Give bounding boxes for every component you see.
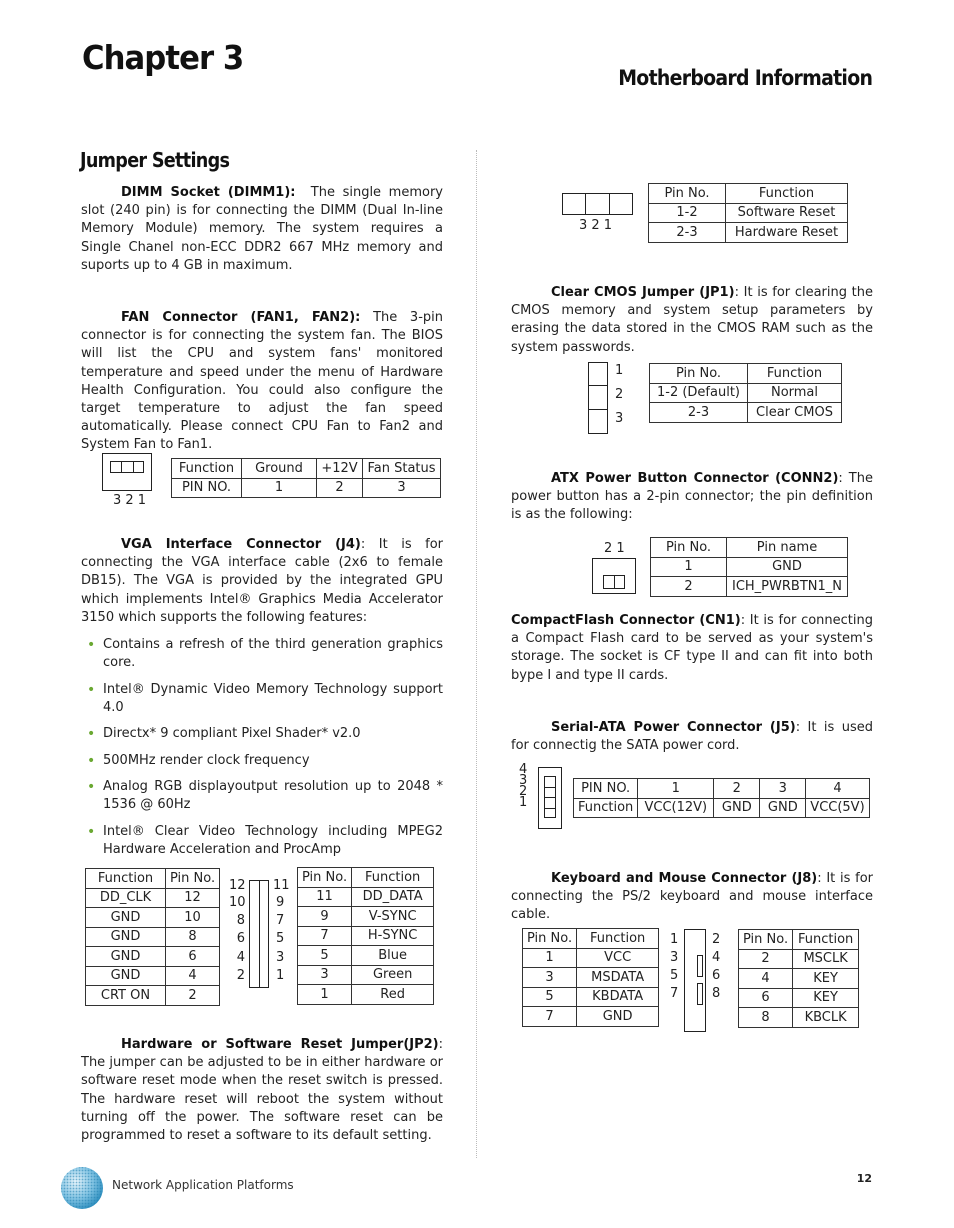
table-cell: Function bbox=[574, 798, 638, 818]
cn1-text: : It is for connecting a Compact Flash card to be served as your system's storage. The socket is CF type II and can fit into both bype I and type II cards. bbox=[511, 613, 873, 683]
jp1-jumper-outline bbox=[588, 362, 608, 434]
table-cell: 10 bbox=[166, 908, 220, 928]
table-cell: 2 bbox=[739, 949, 793, 969]
jp1-paragraph bbox=[511, 284, 873, 357]
table-cell: 5 bbox=[298, 946, 352, 966]
conn2-title: ATX Power Button Connector (CONN2) bbox=[551, 471, 839, 486]
vga-left-table bbox=[85, 868, 220, 1006]
jp2-jumper-outline bbox=[562, 193, 633, 215]
table-cell: Function bbox=[748, 364, 842, 384]
table-cell: 1 bbox=[523, 948, 577, 968]
table-cell: GND bbox=[727, 557, 848, 577]
vga-pin-left: 6 bbox=[236, 931, 245, 946]
vga-right-table bbox=[297, 867, 434, 1005]
table-cell: 2 bbox=[166, 986, 220, 1006]
j5-pin: 2 bbox=[519, 784, 528, 799]
table-row bbox=[298, 887, 434, 907]
table-cell: 6 bbox=[739, 988, 793, 1008]
dimm-title: DIMM Socket (DIMM1): bbox=[121, 185, 296, 200]
j8-key-slot bbox=[697, 983, 703, 1005]
jp1-title: Clear CMOS Jumper (JP1) bbox=[551, 285, 735, 300]
section-heading: Motherboard Information bbox=[618, 66, 872, 90]
jp2-pin-label: 3 2 1 bbox=[579, 218, 613, 233]
dimm-text: The single memory slot (240 pin) is for connecting the DIMM (Dual In-line Memory Module) memory. The system requires a Single Chanel non-ECC DDR2 667 MHz memory and suports up to 4 GB in maximum. bbox=[81, 185, 444, 273]
table-row bbox=[298, 907, 434, 927]
table-cell: 1 bbox=[242, 478, 317, 498]
j5-pin: 1 bbox=[519, 795, 528, 810]
j8-connector-outline bbox=[684, 929, 706, 1032]
table-cell: Hardware Reset bbox=[726, 223, 848, 243]
j5-pin-separator bbox=[544, 787, 556, 788]
table-row bbox=[651, 538, 848, 558]
jp1-text: : It is for clearing the CMOS memory and system setup parameters by erasing the data stored in the CMOS RAM such as the system passwords. bbox=[511, 285, 873, 355]
jp2-pin-separator bbox=[609, 193, 610, 215]
table-cell: GND bbox=[86, 966, 166, 986]
j5-pin: 4 bbox=[519, 762, 528, 777]
conn2-pin-separator bbox=[614, 575, 615, 589]
table-row bbox=[86, 927, 220, 947]
jp1-pin-separator bbox=[588, 385, 608, 386]
table-cell: Pin No. bbox=[298, 868, 352, 888]
j8-pin-left: 1 bbox=[670, 932, 679, 947]
table-cell: +12V bbox=[317, 459, 363, 479]
table-cell: Blue bbox=[352, 946, 434, 966]
vga-feature-list bbox=[87, 636, 443, 867]
vga-text: : It is for connecting the VGA interface cable (2x6 to female DB15). The VGA is provided by the integrated GPU which implements Intel® Graphics Media Accelerator 3150 which supports the following features: bbox=[81, 537, 443, 625]
table-cell: Red bbox=[352, 985, 434, 1005]
table-cell: 8 bbox=[739, 1008, 793, 1028]
table-cell: KBDATA bbox=[577, 987, 659, 1007]
list-item: • 500MHz render clock frequency bbox=[87, 752, 443, 770]
j8-paragraph bbox=[511, 870, 873, 925]
table-row bbox=[651, 557, 848, 577]
fan-pin-separator bbox=[121, 461, 122, 473]
table-row bbox=[651, 577, 848, 597]
table-row bbox=[86, 908, 220, 928]
jp2-paragraph bbox=[81, 1036, 443, 1145]
table-cell: Function bbox=[793, 930, 859, 950]
table-cell: 7 bbox=[523, 1007, 577, 1027]
jp2-title: Hardware or Software Reset Jumper(JP2) bbox=[121, 1037, 439, 1052]
table-row bbox=[739, 988, 859, 1008]
table-cell: 4 bbox=[166, 966, 220, 986]
globe-logo-icon bbox=[60, 1166, 104, 1210]
table-cell: PIN NO. bbox=[574, 779, 638, 799]
table-cell: Fan Status bbox=[363, 459, 441, 479]
table-row bbox=[86, 888, 220, 908]
table-cell: Pin No. bbox=[739, 930, 793, 950]
fan-pin-label: 3 2 1 bbox=[113, 493, 147, 508]
j8-left-table bbox=[522, 928, 659, 1027]
table-cell: MSCLK bbox=[793, 949, 859, 969]
table-row bbox=[298, 946, 434, 966]
table-cell: 1-2 (Default) bbox=[650, 383, 748, 403]
table-cell: Pin No. bbox=[649, 184, 726, 204]
table-row bbox=[523, 948, 659, 968]
table-cell: 6 bbox=[166, 947, 220, 967]
jp2-text: : The jumper can be adjusted to be in either hardware or software reset mode when the reset switch is pressed. The hardware reset will reboot the system without turning off the power. The software reset can be programmed to reset a software to its default setting. bbox=[81, 1037, 443, 1144]
table-cell: 11 bbox=[298, 887, 352, 907]
table-cell: 2 bbox=[714, 779, 760, 799]
table-row bbox=[574, 798, 870, 818]
table-row bbox=[523, 929, 659, 949]
list-item: • Intel® Clear Video Technology including MPEG2 Hardware Acceleration and ProcAmp bbox=[87, 823, 443, 859]
table-row bbox=[649, 184, 848, 204]
table-cell: DD_CLK bbox=[86, 888, 166, 908]
jp1-pin: 3 bbox=[615, 411, 624, 426]
j5-pin: 3 bbox=[519, 773, 528, 788]
table-cell: GND bbox=[714, 798, 760, 818]
table-cell: KEY bbox=[793, 988, 859, 1008]
fan-title: FAN Connector (FAN1, FAN2): bbox=[121, 310, 361, 325]
j5-pin-table bbox=[573, 778, 870, 818]
list-item: • Analog RGB displayoutput resolution up to 2048 * 1536 @ 60Hz bbox=[87, 778, 443, 814]
table-cell: GND bbox=[760, 798, 806, 818]
table-row bbox=[523, 987, 659, 1007]
jp2-pin-table bbox=[648, 183, 848, 243]
vga-connector-centerline bbox=[259, 880, 260, 988]
jp1-pin: 1 bbox=[615, 363, 624, 378]
vga-pin-left: 2 bbox=[236, 968, 245, 983]
conn2-pin-label: 2 1 bbox=[604, 541, 625, 556]
table-row bbox=[298, 868, 434, 888]
dimm-paragraph bbox=[81, 184, 443, 275]
table-cell: VCC(12V) bbox=[638, 798, 714, 818]
table-cell: Function bbox=[726, 184, 848, 204]
list-item: • Directx* 9 compliant Pixel Shader* v2.0 bbox=[87, 725, 443, 743]
j8-text: : It is for connecting the PS/2 keyboard and mouse interface cable. bbox=[511, 871, 873, 923]
table-row bbox=[739, 1008, 859, 1028]
table-row bbox=[739, 949, 859, 969]
j8-pin-right: 6 bbox=[712, 968, 721, 983]
table-row bbox=[86, 966, 220, 986]
table-cell: Function bbox=[352, 868, 434, 888]
table-cell: 2 bbox=[317, 478, 363, 498]
vga-pin-left: 4 bbox=[236, 950, 245, 965]
j5-text: : It is used for connectig the SATA power cord. bbox=[511, 720, 874, 754]
vga-pin-right: 1 bbox=[276, 968, 285, 983]
table-cell: KBCLK bbox=[793, 1008, 859, 1028]
table-cell: GND bbox=[577, 1007, 659, 1027]
table-cell: Pin No. bbox=[166, 869, 220, 889]
j5-title: Serial-ATA Power Connector (J5) bbox=[551, 720, 796, 735]
table-cell: Green bbox=[352, 965, 434, 985]
table-cell: MSDATA bbox=[577, 968, 659, 988]
table-cell: Pin No. bbox=[650, 364, 748, 384]
table-cell: GND bbox=[86, 947, 166, 967]
table-row bbox=[574, 779, 870, 799]
table-cell: 2-3 bbox=[649, 223, 726, 243]
j5-pin-separator bbox=[544, 797, 556, 798]
table-row bbox=[523, 968, 659, 988]
jp1-pin: 2 bbox=[615, 387, 624, 402]
table-cell: Pin No. bbox=[523, 929, 577, 949]
table-row bbox=[172, 459, 441, 479]
table-cell: 12 bbox=[166, 888, 220, 908]
table-cell: 8 bbox=[166, 927, 220, 947]
table-cell: GND bbox=[86, 908, 166, 928]
table-cell: 2 bbox=[651, 577, 727, 597]
j8-pin-left: 5 bbox=[670, 968, 679, 983]
j8-pin-right: 2 bbox=[712, 932, 721, 947]
table-row bbox=[86, 947, 220, 967]
j5-pin-separator bbox=[544, 808, 556, 809]
table-cell: 2-3 bbox=[650, 403, 748, 423]
table-cell: DD_DATA bbox=[352, 887, 434, 907]
table-cell: 3 bbox=[298, 965, 352, 985]
table-cell: Function bbox=[86, 869, 166, 889]
vga-paragraph bbox=[81, 536, 443, 627]
fan-paragraph bbox=[81, 309, 443, 455]
table-cell: H-SYNC bbox=[352, 926, 434, 946]
table-cell: ICH_PWRBTN1_N bbox=[727, 577, 848, 597]
list-item: • Intel® Dynamic Video Memory Technology support 4.0 bbox=[87, 681, 443, 717]
table-cell: 1 bbox=[298, 985, 352, 1005]
table-cell: Pin name bbox=[727, 538, 848, 558]
fan-connector-pin-block bbox=[110, 461, 144, 473]
table-row bbox=[649, 203, 848, 223]
table-row bbox=[650, 403, 842, 423]
conn2-text: : The power button has a 2-pin connector; the pin definition is as the following: bbox=[511, 471, 873, 523]
table-cell: 3 bbox=[760, 779, 806, 799]
j5-paragraph bbox=[511, 719, 873, 755]
table-cell: 3 bbox=[523, 968, 577, 988]
table-cell: Function bbox=[577, 929, 659, 949]
table-cell: KEY bbox=[793, 969, 859, 989]
table-row bbox=[298, 965, 434, 985]
vga-pin-right: 9 bbox=[276, 895, 285, 910]
vga-pin-right: 7 bbox=[276, 913, 285, 928]
fan-pin-table bbox=[171, 458, 441, 498]
vga-pin-left: 8 bbox=[236, 913, 245, 928]
table-cell: 3 bbox=[363, 478, 441, 498]
cn1-title: CompactFlash Connector (CN1) bbox=[511, 613, 741, 628]
table-cell: Clear CMOS bbox=[748, 403, 842, 423]
vga-pin-right: 3 bbox=[276, 950, 285, 965]
table-cell: VCC(5V) bbox=[806, 798, 869, 818]
vga-pin-right: 5 bbox=[276, 931, 285, 946]
j8-title: Keyboard and Mouse Connector (J8) bbox=[551, 871, 818, 886]
table-cell: 1 bbox=[651, 557, 727, 577]
table-cell: 5 bbox=[523, 987, 577, 1007]
page-number: 12 bbox=[856, 1172, 872, 1185]
table-row bbox=[650, 383, 842, 403]
table-row bbox=[650, 364, 842, 384]
table-cell: Software Reset bbox=[726, 203, 848, 223]
j8-pin-right: 4 bbox=[712, 950, 721, 965]
fan-pin-separator bbox=[133, 461, 134, 473]
column-divider bbox=[476, 150, 477, 1158]
j8-pin-left: 3 bbox=[670, 950, 679, 965]
vga-pin-left: 12 bbox=[229, 878, 246, 893]
chapter-heading: Chapter 3 bbox=[82, 38, 244, 77]
cn1-paragraph bbox=[511, 612, 873, 685]
table-row bbox=[649, 223, 848, 243]
table-cell: 4 bbox=[739, 969, 793, 989]
table-cell: 7 bbox=[298, 926, 352, 946]
footer-text: Network Application Platforms bbox=[112, 1178, 294, 1192]
conn2-paragraph bbox=[511, 470, 873, 525]
table-cell: Ground bbox=[242, 459, 317, 479]
jp1-pin-separator bbox=[588, 409, 608, 410]
table-cell: Normal bbox=[748, 383, 842, 403]
j8-key-slot bbox=[697, 955, 703, 977]
table-row bbox=[298, 985, 434, 1005]
table-cell: Pin No. bbox=[651, 538, 727, 558]
table-cell: 4 bbox=[806, 779, 869, 799]
table-row bbox=[739, 969, 859, 989]
fan-text: The 3-pin connector is for connecting the system fan. The BIOS will list the CPU and system fans' monitored temperature and speed under the menu of Hardware Health Configuration. You could also configure the target temperature to adjust the fan speed automatically. Please connect CPU Fan to Fan2 and System Fan to Fan1. bbox=[81, 310, 443, 453]
j8-pin-right: 8 bbox=[712, 986, 721, 1001]
conn2-pin-table bbox=[650, 537, 848, 597]
j8-pin-left: 7 bbox=[670, 986, 679, 1001]
table-cell: 1 bbox=[638, 779, 714, 799]
table-cell: 1-2 bbox=[649, 203, 726, 223]
jp1-pin-table bbox=[649, 363, 842, 423]
table-cell: VCC bbox=[577, 948, 659, 968]
jp2-pin-separator bbox=[585, 193, 586, 215]
table-row bbox=[298, 926, 434, 946]
table-cell: PIN NO. bbox=[172, 478, 242, 498]
list-item: • Contains a refresh of the third generation graphics core. bbox=[87, 636, 443, 672]
jumper-settings-heading: Jumper Settings bbox=[80, 148, 230, 172]
table-cell: CRT ON bbox=[86, 986, 166, 1006]
vga-pin-right: 11 bbox=[273, 878, 290, 893]
table-row bbox=[523, 1007, 659, 1027]
table-cell: 9 bbox=[298, 907, 352, 927]
table-row bbox=[739, 930, 859, 950]
table-row bbox=[172, 478, 441, 498]
table-row bbox=[86, 869, 220, 889]
table-cell: V-SYNC bbox=[352, 907, 434, 927]
vga-title: VGA Interface Connector (J4) bbox=[121, 537, 361, 552]
vga-pin-left: 10 bbox=[229, 895, 246, 910]
j8-right-table bbox=[738, 929, 859, 1028]
table-row bbox=[86, 986, 220, 1006]
table-cell: Function bbox=[172, 459, 242, 479]
table-cell: GND bbox=[86, 927, 166, 947]
